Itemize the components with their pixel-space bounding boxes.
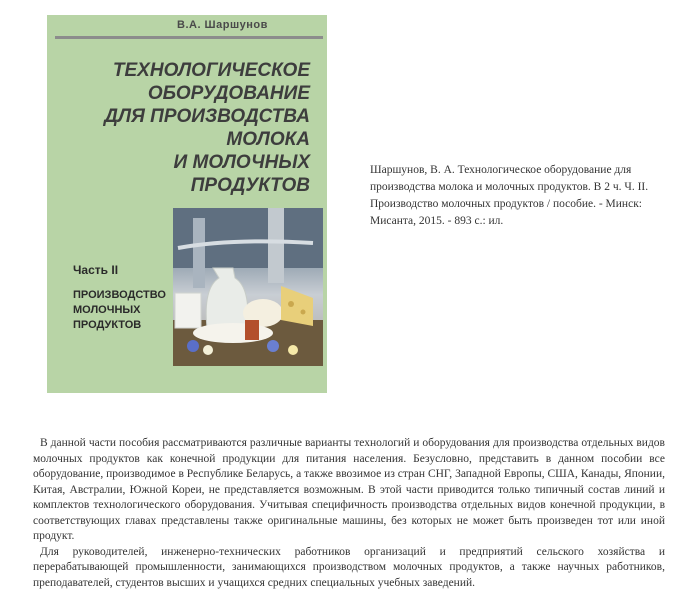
cover-title-line: ДЛЯ ПРОИЗВОДСТВА [104, 106, 310, 127]
cover-author: В.А. Шаршунов [177, 19, 268, 31]
cover-divider [55, 36, 323, 39]
cover-title-line: ОБОРУДОВАНИЕ [147, 83, 310, 104]
cover-subtitle-line: ПРОДУКТОВ [73, 319, 142, 331]
cover-title [62, 59, 310, 197]
abstract-paragraph: В данной части пособия рассматриваются различные варианты технологий и оборудования для производства отдельных видов молочных продуктов как конечной продукции для питания населения. Безусловно, представить в данном пособии все оборудование, производимое в Республике Беларусь, а также ввозимое из стран СНГ, Западной Европы, США, Канады, Японии, Китая, Австралии, Южной Кореи, не представляется возможным. В этой части приводится только типичный состав линий и комплектов технологического оборудования. Учитывая специфичность производства отдельных видов конечной продукции, в соответствующих главах представлены также оригинальные машины, без которых не может быть произведен тот или иной продукт. [33, 437, 665, 542]
cover-subtitle-line: МОЛОЧНЫХ [73, 304, 141, 316]
cover-part-label: Часть II [73, 263, 119, 277]
cover-title-line: МОЛОКА [226, 129, 310, 150]
bibliographic-reference: Шаршунов, В. А. Технологическое оборудование для производства молока и молочных продуктов. В 2 ч. Ч. II. Производство молочных продуктов / пособие. - Минск: Мисанта, 2015. - 893 с.: ил. [370, 164, 649, 227]
cover-title-line: И МОЛОЧНЫХ [173, 152, 310, 173]
cover-subtitle [73, 288, 183, 333]
book-cover [47, 15, 327, 393]
abstract-paragraph: Для руководителей, инженерно-технических работников организаций и предприятий сельского хозяйства и перерабатывающей промышленности, занимающихся производством молочных продуктов, а также научных работников, преподавателей, студентов высших и учащихся средних специальных учебных заведений. [33, 545, 665, 589]
cover-title-line: ТЕХНОЛОГИЧЕСКОЕ [112, 60, 310, 81]
dairy-products-photo [173, 208, 323, 366]
cover-title-line: ПРОДУКТОВ [190, 175, 310, 196]
dairy-illustration [173, 208, 323, 366]
cover-subtitle-line: ПРОИЗВОДСТВО [73, 289, 166, 301]
abstract-text [33, 436, 665, 591]
